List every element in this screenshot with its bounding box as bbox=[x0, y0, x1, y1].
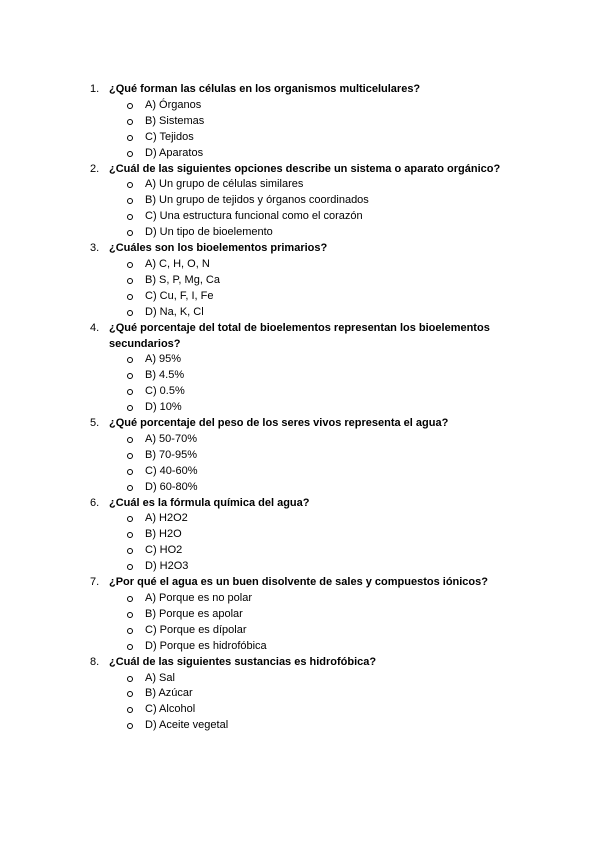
answer-option bbox=[90, 209, 550, 225]
option-label: C) 0.5% bbox=[145, 385, 185, 398]
option-label: D) Aparatos bbox=[145, 146, 204, 159]
answer-option bbox=[90, 607, 550, 623]
question-number: 2. bbox=[90, 162, 100, 175]
circle-bullet-icon bbox=[127, 230, 133, 236]
answer-option bbox=[90, 289, 550, 305]
answer-option bbox=[90, 257, 550, 273]
answer-option bbox=[90, 432, 550, 448]
option-label: D) 10% bbox=[145, 401, 182, 414]
question-number: 5. bbox=[90, 417, 100, 430]
answer-options bbox=[90, 352, 550, 416]
circle-bullet-icon bbox=[127, 198, 133, 204]
answer-option bbox=[90, 273, 550, 289]
option-label: B) S, P, Mg, Ca bbox=[145, 273, 220, 286]
answer-option bbox=[90, 591, 550, 607]
question-number: 3. bbox=[90, 242, 100, 255]
answer-options bbox=[90, 98, 550, 162]
circle-bullet-icon bbox=[127, 644, 133, 650]
option-label: B) Azúcar bbox=[145, 687, 193, 700]
answer-option bbox=[90, 130, 550, 146]
circle-bullet-icon bbox=[127, 214, 133, 220]
answer-option bbox=[90, 671, 550, 687]
circle-bullet-icon bbox=[127, 532, 133, 538]
answer-option bbox=[90, 368, 550, 384]
answer-options bbox=[90, 591, 550, 655]
circle-bullet-icon bbox=[127, 135, 133, 141]
circle-bullet-icon bbox=[127, 389, 133, 395]
question-7 bbox=[90, 575, 550, 655]
answer-option bbox=[90, 98, 550, 114]
question-2 bbox=[90, 162, 550, 242]
answer-option bbox=[90, 623, 550, 639]
option-label: C) 40-60% bbox=[145, 464, 198, 477]
question-text bbox=[90, 655, 550, 671]
answer-option bbox=[90, 686, 550, 702]
answer-option bbox=[90, 146, 550, 162]
circle-bullet-icon bbox=[127, 469, 133, 475]
question-label: ¿Cuál es la fórmula química del agua? bbox=[109, 496, 310, 509]
circle-bullet-icon bbox=[127, 676, 133, 682]
circle-bullet-icon bbox=[127, 357, 133, 363]
question-3 bbox=[90, 241, 550, 321]
answer-option bbox=[90, 193, 550, 209]
circle-bullet-icon bbox=[127, 612, 133, 618]
option-label: D) Porque es hidrofóbica bbox=[145, 639, 267, 652]
option-label: B) Porque es apolar bbox=[145, 607, 243, 620]
circle-bullet-icon bbox=[127, 564, 133, 570]
option-label: B) H2O bbox=[145, 528, 182, 541]
circle-bullet-icon bbox=[127, 437, 133, 443]
answer-options bbox=[90, 257, 550, 321]
circle-bullet-icon bbox=[127, 453, 133, 459]
option-label: B) 70-95% bbox=[145, 448, 197, 461]
question-5 bbox=[90, 416, 550, 496]
option-label: C) Tejidos bbox=[145, 130, 194, 143]
answer-option bbox=[90, 400, 550, 416]
circle-bullet-icon bbox=[127, 516, 133, 522]
answer-option bbox=[90, 384, 550, 400]
question-text bbox=[90, 416, 550, 432]
answer-option bbox=[90, 448, 550, 464]
circle-bullet-icon bbox=[127, 691, 133, 697]
option-label: B) Un grupo de tejidos y órganos coordinados bbox=[145, 194, 369, 207]
answer-option bbox=[90, 177, 550, 193]
question-number: 7. bbox=[90, 576, 100, 589]
circle-bullet-icon bbox=[127, 278, 133, 284]
question-label: ¿Qué porcentaje del peso de los seres vivos representa el agua? bbox=[109, 417, 449, 430]
question-number: 4. bbox=[90, 321, 100, 334]
question-number: 1. bbox=[90, 83, 100, 95]
question-label: ¿Cuáles son los bioelementos primarios? bbox=[109, 242, 328, 255]
circle-bullet-icon bbox=[127, 373, 133, 379]
option-label: C) Cu, F, I, Fe bbox=[145, 289, 214, 302]
option-label: D) Na, K, Cl bbox=[145, 305, 204, 318]
question-text bbox=[90, 82, 550, 98]
option-label: C) Porque es dípolar bbox=[145, 623, 247, 636]
question-6 bbox=[90, 496, 550, 576]
question-text bbox=[90, 496, 550, 512]
circle-bullet-icon bbox=[127, 485, 133, 491]
option-label: A) 50-70% bbox=[145, 432, 197, 445]
answer-option bbox=[90, 114, 550, 130]
answer-option bbox=[90, 480, 550, 496]
question-8 bbox=[90, 655, 550, 735]
answer-options bbox=[90, 511, 550, 575]
answer-option bbox=[90, 464, 550, 480]
option-label: A) Un grupo de células similares bbox=[145, 178, 304, 191]
circle-bullet-icon bbox=[127, 119, 133, 125]
option-label: A) Porque es no polar bbox=[145, 592, 253, 604]
option-label: C) Una estructura funcional como el corazón bbox=[145, 210, 363, 223]
option-label: A) C, H, O, N bbox=[145, 257, 210, 270]
answer-options bbox=[90, 432, 550, 496]
answer-options bbox=[90, 671, 550, 735]
option-label: C) HO2 bbox=[145, 544, 183, 557]
question-4 bbox=[90, 321, 550, 416]
question-1 bbox=[90, 82, 550, 162]
option-label: A) Órganos bbox=[145, 98, 202, 111]
circle-bullet-icon bbox=[127, 262, 133, 268]
answer-option bbox=[90, 639, 550, 655]
circle-bullet-icon bbox=[127, 103, 133, 109]
option-label: B) Sistemas bbox=[145, 114, 205, 127]
question-label: ¿Qué porcentaje del total de bioelementos representan los bioelementos secundarios? bbox=[109, 321, 490, 350]
option-label: D) Aceite vegetal bbox=[145, 719, 229, 732]
question-text bbox=[90, 321, 550, 353]
answer-option bbox=[90, 511, 550, 527]
option-label: A) H2O2 bbox=[145, 512, 188, 525]
answer-option bbox=[90, 225, 550, 241]
quiz-list bbox=[90, 82, 550, 734]
option-label: D) H2O3 bbox=[145, 560, 189, 573]
option-label: D) Un tipo de bioelemento bbox=[145, 226, 273, 239]
question-text bbox=[90, 241, 550, 257]
question-text bbox=[90, 575, 550, 591]
answer-option bbox=[90, 718, 550, 734]
option-label: C) Alcohol bbox=[145, 703, 196, 716]
answer-option bbox=[90, 352, 550, 368]
circle-bullet-icon bbox=[127, 628, 133, 634]
circle-bullet-icon bbox=[127, 310, 133, 316]
question-number: 6. bbox=[90, 496, 100, 509]
question-text bbox=[90, 162, 550, 178]
option-label: A) Sal bbox=[145, 671, 175, 684]
circle-bullet-icon bbox=[127, 294, 133, 300]
answer-option bbox=[90, 559, 550, 575]
circle-bullet-icon bbox=[127, 151, 133, 157]
circle-bullet-icon bbox=[127, 405, 133, 411]
answer-option bbox=[90, 702, 550, 718]
option-label: B) 4.5% bbox=[145, 369, 185, 382]
answer-option bbox=[90, 305, 550, 321]
question-label: ¿Cuál de las siguientes sustancias es hidrofóbica? bbox=[109, 655, 377, 668]
circle-bullet-icon bbox=[127, 723, 133, 729]
circle-bullet-icon bbox=[127, 182, 133, 188]
circle-bullet-icon bbox=[127, 707, 133, 713]
question-label: ¿Por qué el agua es un buen disolvente de sales y compuestos iónicos? bbox=[109, 576, 488, 589]
answer-options bbox=[90, 177, 550, 241]
question-number: 8. bbox=[90, 655, 100, 668]
answer-option bbox=[90, 543, 550, 559]
question-label: ¿Qué forman las células en los organismos multicelulares? bbox=[109, 83, 421, 95]
option-label: D) 60-80% bbox=[145, 480, 198, 493]
question-label: ¿Cuál de las siguientes opciones describe un sistema o aparato orgánico? bbox=[109, 162, 501, 175]
circle-bullet-icon bbox=[127, 596, 133, 602]
circle-bullet-icon bbox=[127, 548, 133, 554]
answer-option bbox=[90, 527, 550, 543]
option-label: A) 95% bbox=[145, 353, 182, 366]
